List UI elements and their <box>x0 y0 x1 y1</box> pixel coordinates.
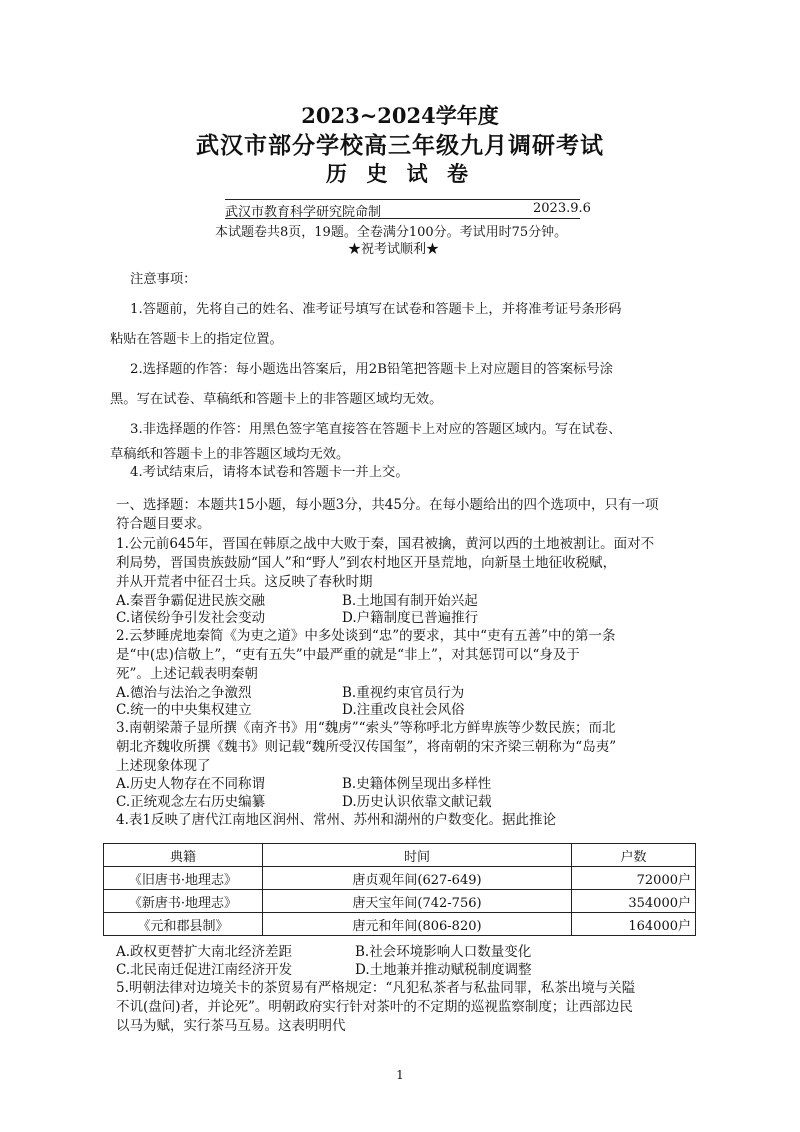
q3-option-a: A.历史人物存在不同称谓 <box>116 776 266 792</box>
exam-date: 2023.9.6 <box>533 201 591 216</box>
q2-stem-2: 是“中(忠)信敬上”，“吏有五失”中最严重的就是“非上”，对其惩罚可以“身及于 <box>116 647 580 663</box>
cell-households: 164000户 <box>572 913 696 936</box>
exam-year: 2023~2024学年度 <box>301 103 499 128</box>
households-table <box>103 843 696 936</box>
q2-option-b: B.重视约束官员行为 <box>342 685 465 701</box>
q3-stem-3: 上述现象体现了 <box>116 758 211 774</box>
notice-item-1: 1.答题前，先将自己的姓名、准考证号填写在试卷和答题卡上，并将准考证号条形码 <box>130 302 622 317</box>
notice-item-1-cont: 粘贴在答题卡上的指定位置。 <box>110 332 283 347</box>
cell-time: 唐天宝年间(742-756) <box>263 890 572 913</box>
q5-stem-3: 以马为赋，实行茶马互易。这表明明代 <box>116 1018 346 1034</box>
notice-item-4: 4.考试结束后，请将本试卷和答题卡一并上交。 <box>130 465 409 480</box>
q3-option-c: C.正统观念左右历史编纂 <box>116 794 266 810</box>
cell-classic: 《元和郡县制》 <box>104 913 263 936</box>
q1-option-d: D.户籍制度已普遍推行 <box>342 610 479 626</box>
exam-title: 武汉市部分学校高三年级九月调研考试 <box>196 132 604 159</box>
table-row <box>104 867 696 890</box>
q2-stem-3: 死”。上述记载表明秦朝 <box>116 666 258 682</box>
notice-item-2: 2.选择题的作答：每小题选出答案后，用2B铅笔把答题卡上对应题目的答案标号涂 <box>130 362 614 377</box>
q2-option-d: D.注重改良社会风俗 <box>342 702 465 718</box>
q1-stem: 1.公元前645年，晋国在韩原之战中大败于秦，国君被擒，黄河以西的土地被割让。面对不 <box>116 536 655 552</box>
notice-title: 注意事项： <box>130 272 197 287</box>
q5-stem-2: 不讥(盘问)者，并论死”。明朝政府实行针对茶叶的不定期的巡视监察制度；让西部边民 <box>116 999 633 1015</box>
cell-classic: 《旧唐书·地理志》 <box>104 867 263 890</box>
q2-stem: 2.云梦睡虎地秦简《为吏之道》中多处谈到“忠”的要求，其中“吏有五善”中的第一条 <box>116 628 616 644</box>
q1-stem-2: 利局势，晋国贵族鼓励“国人”和“野人”到农村地区开垦荒地，向新垦土地征收税赋， <box>116 555 617 571</box>
q4-option-d: D.土地兼并推动赋税制度调整 <box>355 962 532 978</box>
header-rule-bottom <box>225 218 580 219</box>
q1-option-a: A.秦晋争霸促进民族交融 <box>116 593 266 609</box>
table-row <box>104 890 696 913</box>
q3-option-b: B.史籍体例呈现出多样性 <box>342 776 492 792</box>
q4-option-b: B.社会环境影响人口数量变化 <box>355 944 532 960</box>
q1-option-c: C.诸侯纷争引发社会变动 <box>116 610 266 626</box>
section-1-instructions-cont: 符合题目要求。 <box>116 516 211 532</box>
q1-stem-3: 并从开荒者中征召士兵。这反映了春秋时期 <box>116 574 373 590</box>
header-classic: 典籍 <box>104 844 263 867</box>
q3-stem: 3.南朝梁萧子显所撰《南齐书》用“魏虏”“索头”等称呼北方鲜卑族等少数民族；而北 <box>116 720 616 736</box>
notice-item-3: 3.非选择题的作答：用黑色签字笔直接答在答题卡上对应的答题区域内。写在试卷、 <box>130 422 622 437</box>
q5-stem: 5.明朝法律对边境关卡的茶贸易有严格规定：“凡犯私茶者与私盐同罪，私茶出境与关隘 <box>116 980 636 996</box>
subject-title: 历 史 试 卷 <box>326 161 474 186</box>
q4-stem: 4.表1反映了唐代江南地区润州、常州、苏州和湖州的户数变化。据此推论 <box>116 812 556 828</box>
cell-time: 唐元和年间(806-820) <box>263 913 572 936</box>
section-1-instructions: 一、选择题：本题共15小题，每小题3分，共45分。在每小题给出的四个选项中，只有一项 <box>116 497 659 513</box>
issuer: 武汉市教育科学研究院命制 <box>225 205 382 220</box>
cell-households: 354000户 <box>572 890 696 913</box>
cell-households: 72000户 <box>572 867 696 890</box>
page-number: 1 <box>396 1068 404 1082</box>
q2-option-c: C.统一的中央集权建立 <box>116 702 252 718</box>
header-rule-top <box>225 199 580 200</box>
q1-option-b: B.土地国有制开始兴起 <box>342 593 478 609</box>
q4-option-c: C.北民南迁促进江南经济开发 <box>116 962 293 978</box>
good-luck: ★祝考试顺利★ <box>348 242 440 257</box>
cell-time: 唐贞观年间(627-649) <box>263 867 572 890</box>
notice-item-3-cont: 草稿纸和答题卡上的非答题区域均无效。 <box>110 447 350 462</box>
q4-option-a: A.政权更替扩大南北经济差距 <box>116 944 293 960</box>
exam-info: 本试题卷共8页，19题。全卷满分100分。考试用时75分钟。 <box>215 225 568 240</box>
table-row <box>104 913 696 936</box>
notice-item-2-cont: 黑。写在试卷、草稿纸和答题卡上的非答题区域均无效。 <box>110 392 443 407</box>
q3-option-d: D.历史认识依靠文献记载 <box>342 794 492 810</box>
q3-stem-2: 朝北齐魏收所撰《魏书》则记载“魏所受汉传国玺”，将南朝的宋齐梁三朝称为“岛夷” <box>116 739 617 755</box>
header-households: 户数 <box>572 844 696 867</box>
header-time: 时间 <box>263 844 572 867</box>
cell-classic: 《新唐书·地理志》 <box>104 890 263 913</box>
table-header-row <box>104 844 696 867</box>
q2-option-a: A.德治与法治之争激烈 <box>116 685 252 701</box>
